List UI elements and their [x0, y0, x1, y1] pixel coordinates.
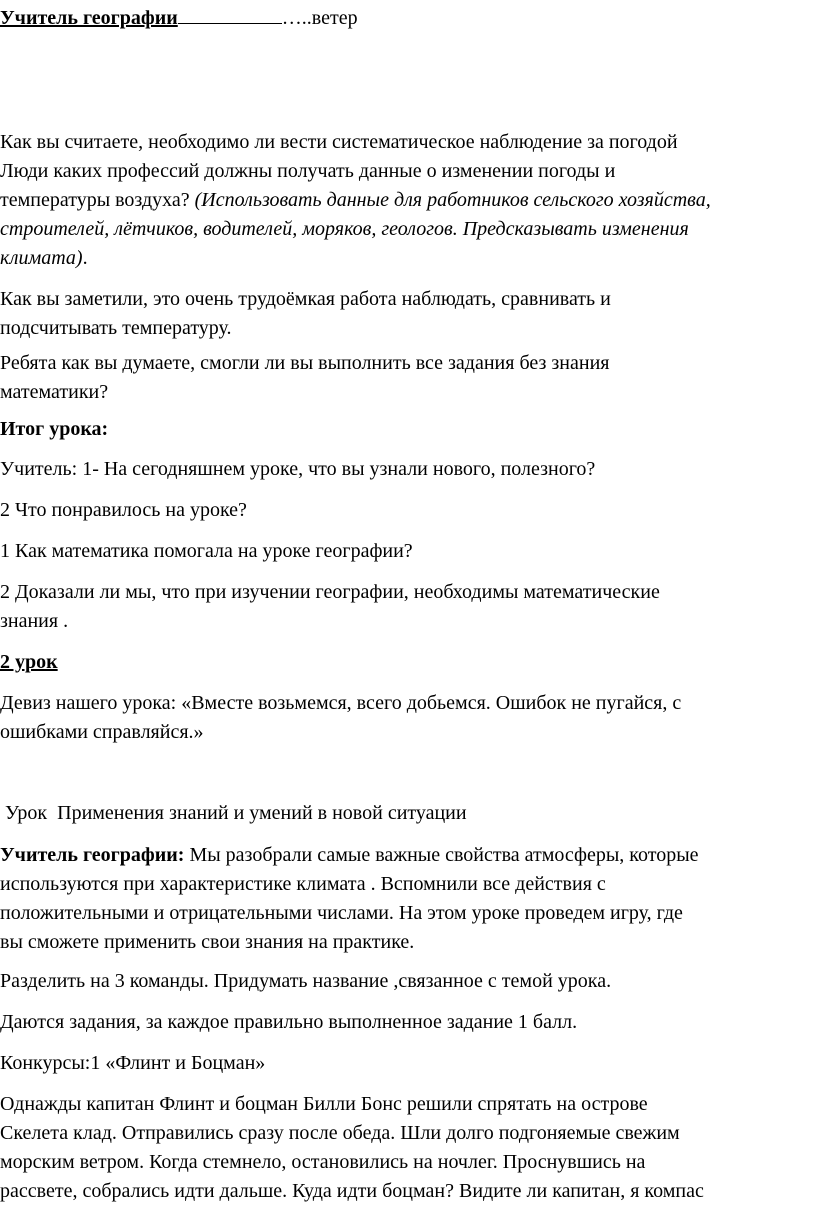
question-2-hint-line-2: строителей, лётчиков, водителей, моряков, геологов. Предсказывать изменения: [0, 218, 689, 240]
remark-1-line-2: подсчитывать температуру.: [0, 317, 232, 339]
teacher-label: Учитель географии:: [0, 844, 185, 866]
summary-item-4-line-2: знания .: [0, 610, 69, 632]
teacher-text: Мы разобрали самые важные свойства атмосферы, которые: [184, 844, 699, 866]
remark-2-line-1: Ребята как вы думаете, смогли ли вы выполнить все задания без знания: [0, 352, 610, 374]
summary-item-1: Учитель: 1- На сегодняшнем уроке, что вы узнали нового, полезного?: [0, 458, 596, 480]
contests-title: Конкурсы:1 «Флинт и Боцман»: [0, 1052, 266, 1074]
remark-2-line-2: математики?: [0, 381, 109, 403]
header-line: [0, 4, 816, 33]
summary-item-2: 2 Что понравилось на уроке?: [0, 499, 247, 521]
story-line-1: Однажды капитан Флинт и боцман Билли Бонс решили спрятать на острове: [0, 1093, 648, 1115]
header-topic: …..ветер: [281, 7, 358, 29]
question-1: Как вы считаете, необходимо ли вести систематическое наблюдение за погодой: [0, 131, 678, 153]
header-blank-underline: [178, 5, 282, 24]
teacher-line-3: положительными и отрицательными числами. На этом уроке проведем игру, где: [0, 902, 683, 924]
summary-item-3: 1 Как математика помогала на уроке географии?: [0, 540, 413, 562]
story-line-4: рассвете, собрались идти дальше. Куда идти боцман? Видите ли капитан, я компас: [0, 1180, 704, 1202]
question-2-hint-line-3: [0, 244, 816, 273]
question-2-hint: (Использовать данные для работников сельского хозяйства,: [194, 189, 711, 211]
summary-heading: Итог урока:: [0, 418, 109, 440]
story-line-3: морским ветром. Когда стемнело, остановились на ночлег. Проснувшись на: [0, 1151, 646, 1173]
header-title: Учитель географии: [0, 7, 178, 29]
teacher-line-4: вы сможете применить свои знания на практике.: [0, 931, 415, 953]
scoring-rule: Даются задания, за каждое правильно выполненное задание 1 балл.: [0, 1011, 578, 1033]
lesson-type: Урок Применения знаний и умений в новой ситуации: [0, 802, 467, 824]
teacher-line-2: используются при характеристике климата . Вспомнили все действия с: [0, 873, 606, 895]
motto-line-1: Девиз нашего урока: «Вместе возьмемся, всего добьемся. Ошибок не пугайся, с: [0, 692, 682, 714]
summary-item-4-line-1: 2 Доказали ли мы, что при изучении географии, необходимы математические: [0, 581, 660, 603]
remark-1-line-1: Как вы заметили, это очень трудоёмкая работа наблюдать, сравнивать и: [0, 288, 611, 310]
story-line-2: Скелета клад. Отправились сразу после обеда. Шли долго подгоняемые свежим: [0, 1122, 680, 1144]
question-2-line-1: Люди каких профессий должны получать данные о изменении погоды и: [0, 160, 616, 182]
question-2-period: .: [82, 247, 88, 269]
teacher-line-1: [0, 841, 816, 870]
lesson-2-heading: 2 урок: [0, 651, 58, 673]
question-2-line-2: [0, 186, 816, 215]
question-2-text: температуры воздуха?: [0, 189, 195, 211]
teams-instruction: Разделить на 3 команды. Придумать название ,связанное с темой урока.: [0, 970, 612, 992]
motto-line-2: ошибками справляйся.»: [0, 721, 204, 743]
question-2-hint-end: климата): [0, 247, 83, 269]
